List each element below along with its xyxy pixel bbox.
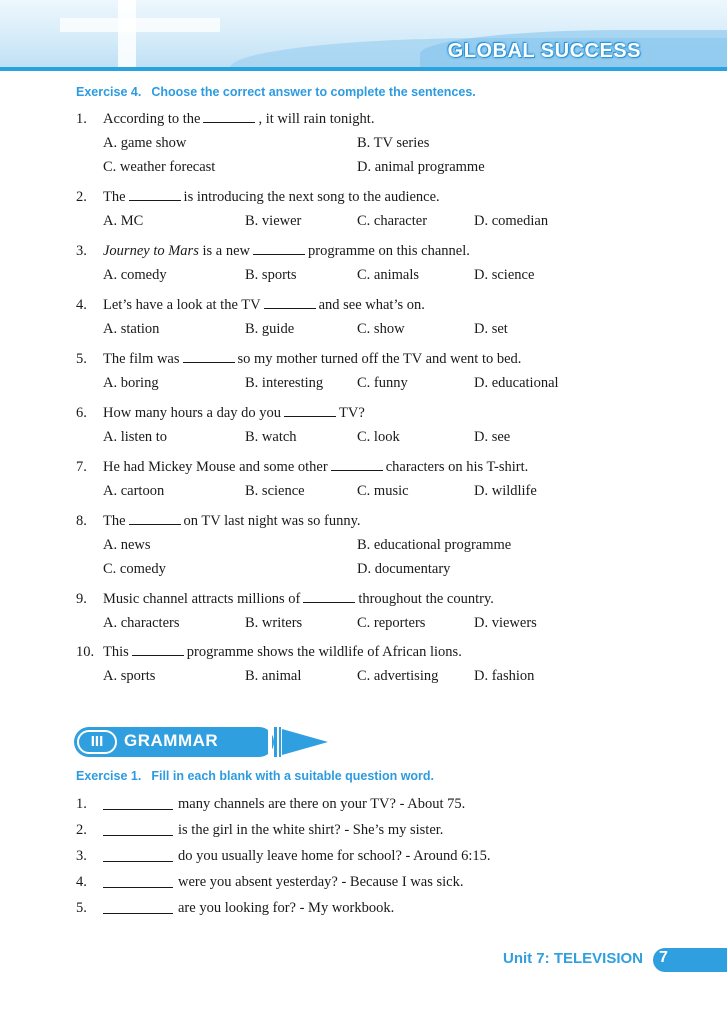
answer-blank <box>284 405 336 417</box>
answer-blank <box>331 459 383 471</box>
question-number: 3. <box>76 243 87 259</box>
exercise-4-title <box>76 85 476 99</box>
question-text-after: throughout the country. <box>358 591 494 607</box>
question-text-before: He had Mickey Mouse and some other <box>103 459 328 475</box>
option-d: D. wildlife <box>474 483 537 499</box>
option-b: B. educational programme <box>357 537 512 553</box>
question-text-before: How many hours a day do you <box>103 405 282 421</box>
option-d: D. science <box>474 267 535 283</box>
question-number: 5. <box>76 351 87 367</box>
question-text-after: so my mother turned off the TV and went to bed. <box>237 351 522 367</box>
question-text-before: Music channel attracts millions of <box>103 591 301 607</box>
section-title: GRAMMAR <box>124 731 219 750</box>
answer-blank <box>183 351 235 363</box>
option-d: D. viewers <box>474 615 537 631</box>
option-c: C. animals <box>357 267 420 283</box>
question-text-before: The <box>103 189 126 205</box>
option-c: C. weather forecast <box>103 159 216 175</box>
question-text <box>103 591 494 608</box>
option-c: C. advertising <box>357 668 439 684</box>
question-text: are you looking for? - My workbook. <box>178 900 395 916</box>
question-text-before: The <box>103 513 126 529</box>
answer-blank <box>103 850 173 862</box>
question-number: 10. <box>76 644 95 660</box>
answer-blank <box>103 824 173 836</box>
programme-title: Journey to Mars <box>103 243 199 259</box>
option-c: C. character <box>357 213 428 229</box>
question-text-after: TV? <box>339 405 365 421</box>
option-a: A. station <box>103 321 160 337</box>
answer-blank <box>103 798 173 810</box>
option-b: B. TV series <box>357 135 430 151</box>
question-text: do you usually leave home for school? - Around 6:15. <box>178 848 491 864</box>
question-number: 5. <box>76 900 87 916</box>
question-text-before: Let’s have a look at the TV <box>103 297 261 313</box>
option-d: D. see <box>474 429 511 445</box>
question-number: 2. <box>76 822 87 838</box>
question-number: 6. <box>76 405 87 421</box>
question-number: 9. <box>76 591 87 607</box>
option-a: A. MC <box>103 213 144 229</box>
exercise-1-number: Exercise 1. <box>76 769 142 783</box>
option-b: B. animal <box>245 668 302 684</box>
header-divider <box>0 67 727 71</box>
option-c: C. look <box>357 429 400 445</box>
option-c: C. music <box>357 483 409 499</box>
question-text: is the girl in the white shirt? - She’s my sister. <box>178 822 444 838</box>
question-text-after: characters on his T-shirt. <box>385 459 529 475</box>
option-d: D. set <box>474 321 508 337</box>
header-decoration <box>118 0 136 68</box>
question-text <box>103 405 365 422</box>
answer-blank <box>129 513 181 525</box>
option-c: C. comedy <box>103 561 166 577</box>
question-number: 3. <box>76 848 87 864</box>
question-number: 2. <box>76 189 87 205</box>
option-d: D. animal programme <box>357 159 485 175</box>
option-d: D. comedian <box>474 213 549 229</box>
question-text <box>103 297 425 314</box>
question-text <box>103 459 528 476</box>
exercise-1-title <box>76 769 434 783</box>
option-a: A. game show <box>103 135 187 151</box>
answer-blank <box>203 111 255 123</box>
question-text <box>103 111 374 128</box>
question-text <box>103 189 440 206</box>
question-text: many channels are there on your TV? - About 75. <box>178 796 466 812</box>
question-text-before: The film was <box>103 351 180 367</box>
question-text-after: and see what’s on. <box>318 297 425 313</box>
question-text <box>103 243 470 260</box>
question-text-before: This <box>103 644 129 660</box>
option-b: B. science <box>245 483 305 499</box>
question-text <box>103 351 521 368</box>
option-a: A. sports <box>103 668 156 684</box>
option-c: C. show <box>357 321 405 337</box>
option-b: B. interesting <box>245 375 324 391</box>
option-c: C. reporters <box>357 615 426 631</box>
exercise-4-number: Exercise 4. <box>76 85 142 99</box>
option-a: A. cartoon <box>103 483 165 499</box>
option-a: A. characters <box>103 615 180 631</box>
header-decoration <box>60 18 220 32</box>
exercise-4-instruction: Choose the correct answer to complete the sentences. <box>151 85 476 99</box>
exercise-1-instruction: Fill in each blank with a suitable question word. <box>151 769 435 783</box>
pencil-tip-icon <box>268 727 330 757</box>
option-b: B. guide <box>245 321 295 337</box>
question-text-after: programme on this channel. <box>307 243 470 259</box>
question-number: 1. <box>76 796 87 812</box>
option-d: D. educational <box>474 375 559 391</box>
question-text: were you absent yesterday? - Because I was sick. <box>178 874 464 890</box>
option-d: D. documentary <box>357 561 451 577</box>
option-b: B. viewer <box>245 213 302 229</box>
option-b: B. sports <box>245 267 297 283</box>
section-numeral: III <box>77 730 117 754</box>
question-number: 4. <box>76 297 87 313</box>
answer-blank <box>253 243 305 255</box>
question-number: 4. <box>76 874 87 890</box>
option-a: A. listen to <box>103 429 168 445</box>
question-text-after: , it will rain tonight. <box>258 111 375 127</box>
option-c: C. funny <box>357 375 408 391</box>
option-b: B. watch <box>245 429 297 445</box>
option-a: A. news <box>103 537 151 553</box>
question-number: 1. <box>76 111 87 127</box>
question-text <box>103 513 361 530</box>
question-text <box>103 644 462 661</box>
unit-label: Unit 7: TELEVISION <box>502 950 643 967</box>
question-number: 8. <box>76 513 87 529</box>
question-text-after: on TV last night was so funny. <box>183 513 361 529</box>
answer-blank <box>132 644 184 656</box>
question-text-after: programme shows the wildlife of African lions. <box>186 644 462 660</box>
answer-blank <box>103 876 173 888</box>
question-text-after: is introducing the next song to the audience. <box>183 189 440 205</box>
option-b: B. writers <box>245 615 303 631</box>
option-a: A. boring <box>103 375 159 391</box>
page-number: 7 <box>659 949 668 966</box>
question-text-before: is a new <box>202 243 250 259</box>
answer-blank <box>264 297 316 309</box>
header-banner <box>0 0 727 68</box>
answer-blank <box>303 591 355 603</box>
question-text-before: According to the <box>103 111 201 127</box>
answer-blank <box>129 189 181 201</box>
option-d: D. fashion <box>474 668 535 684</box>
global-success-logo: GLOBAL SUCCESS <box>447 40 641 62</box>
question-number: 7. <box>76 459 87 475</box>
answer-blank <box>103 902 173 914</box>
option-a: A. comedy <box>103 267 167 283</box>
